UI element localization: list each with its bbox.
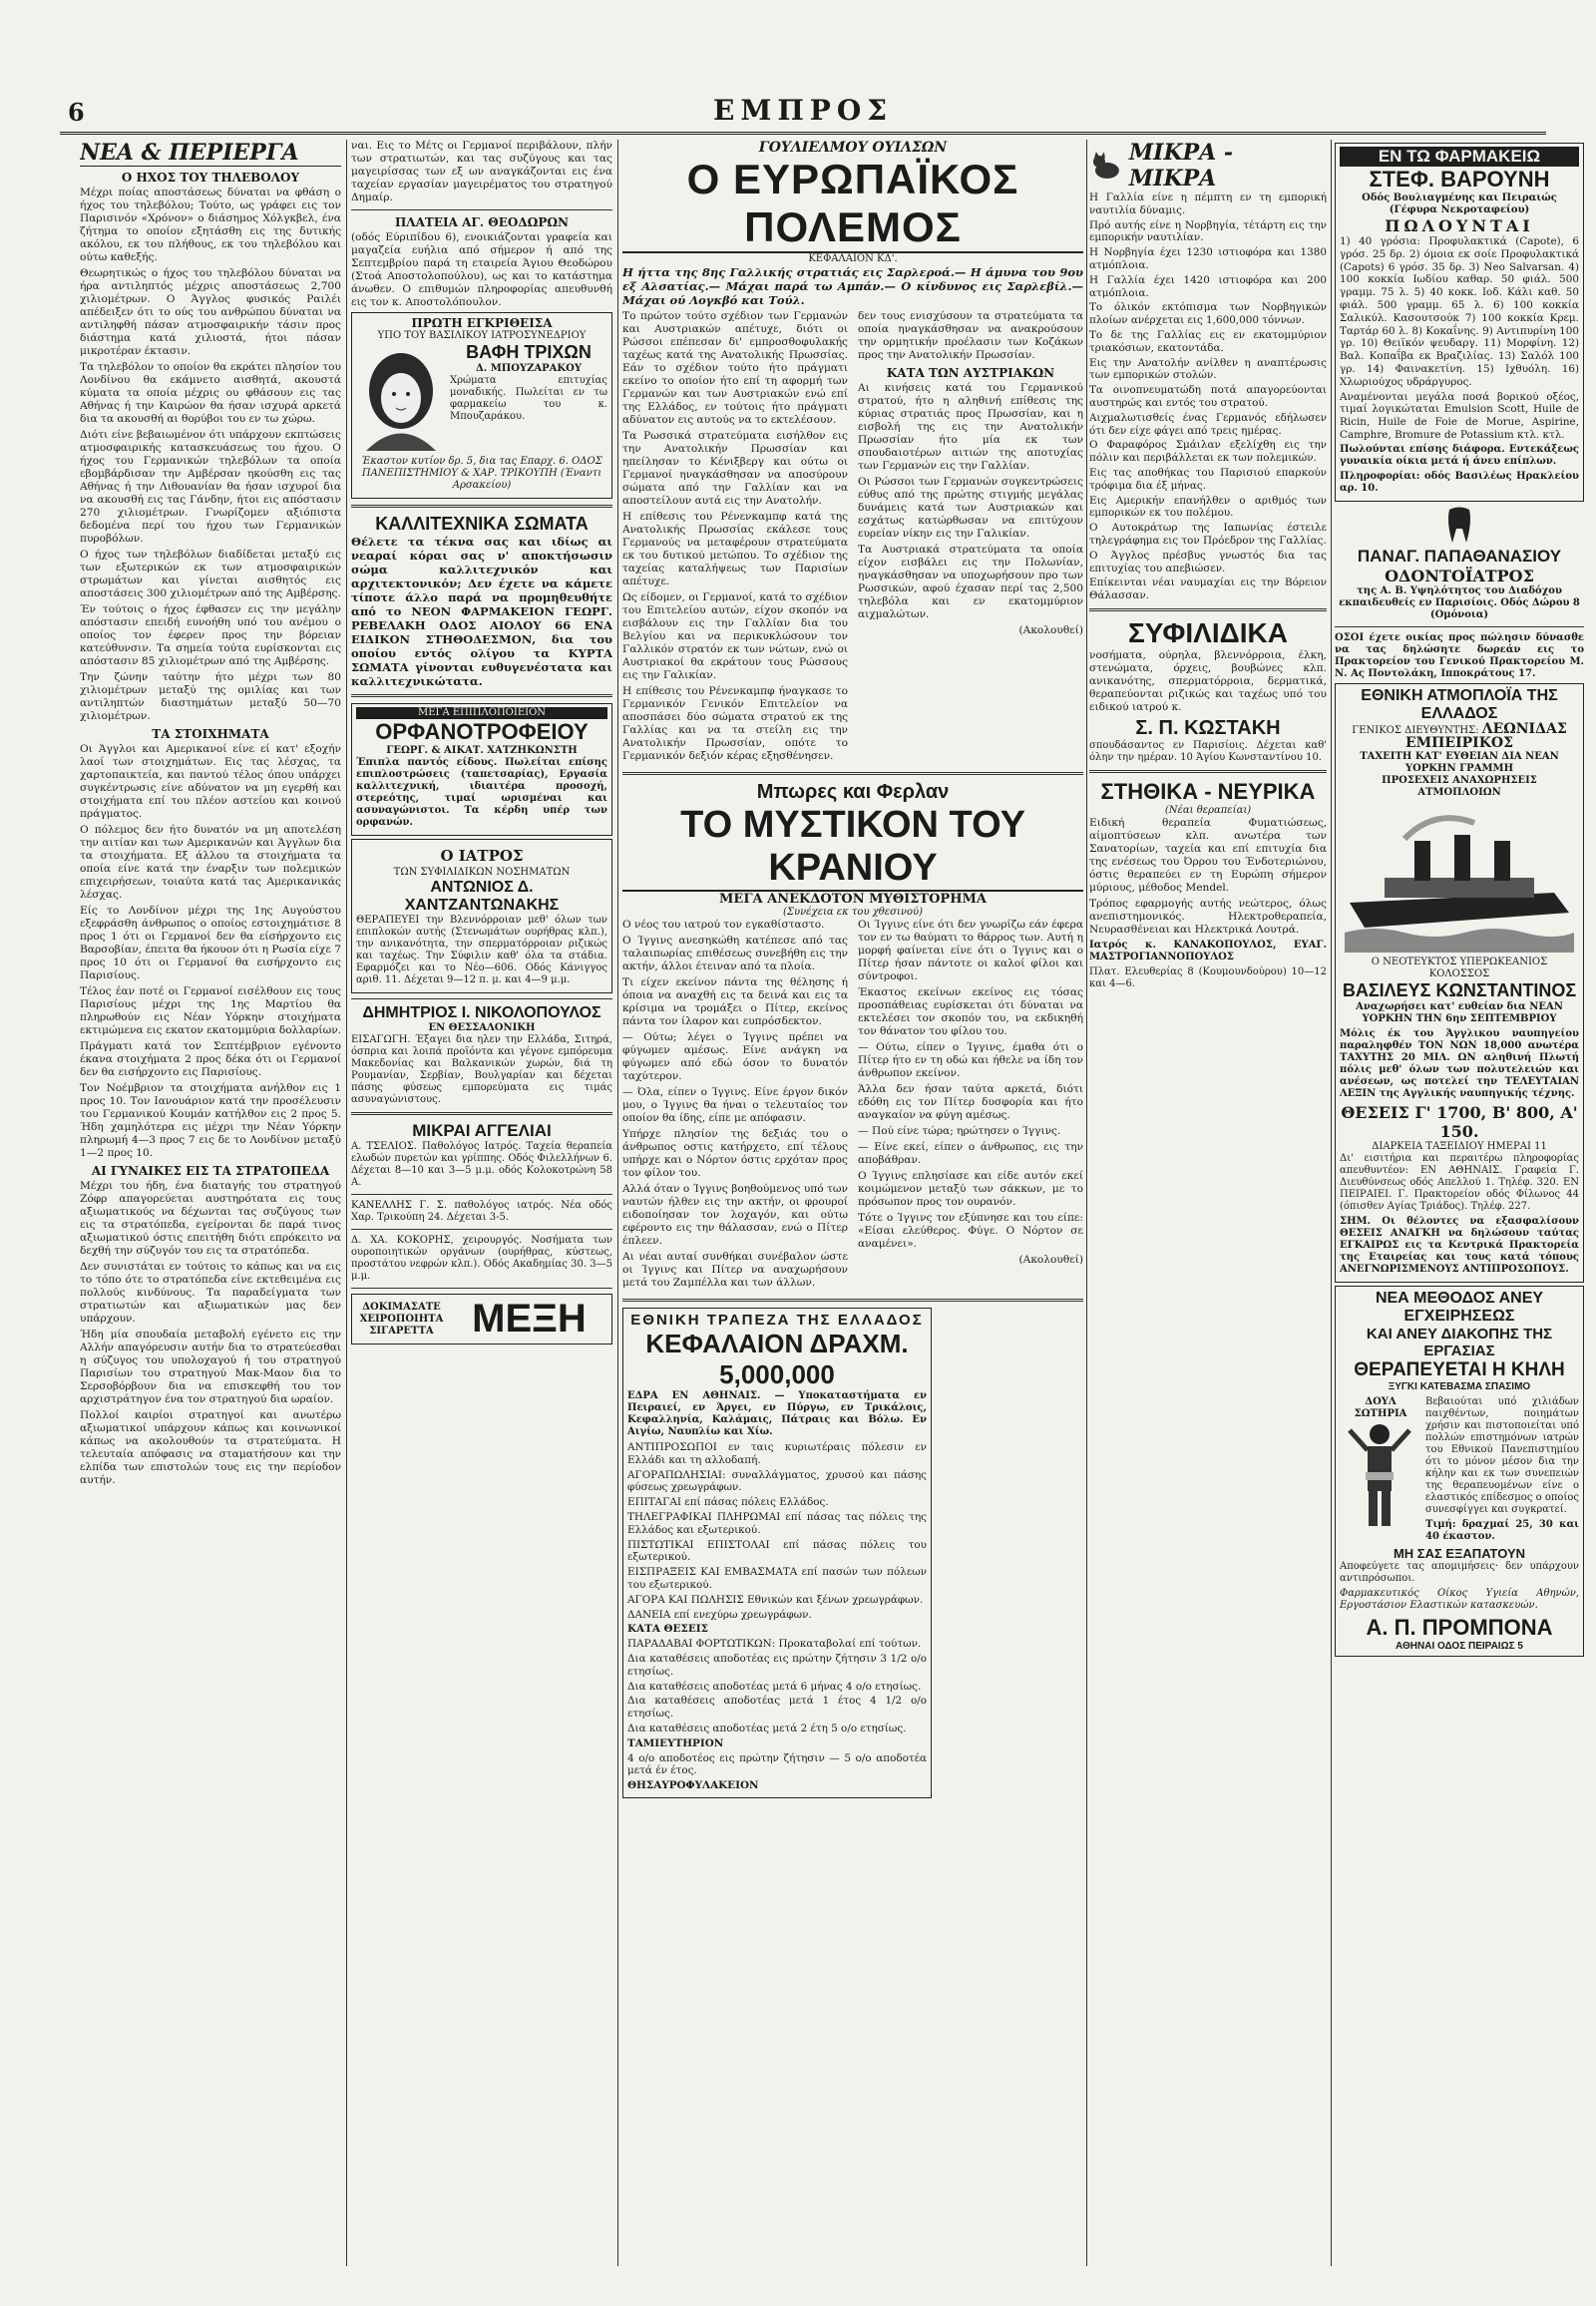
page-number: 6 (68, 98, 85, 127)
ad-title: ΣΥΦΙΛΙΔΙΚΑ (1128, 616, 1288, 648)
continued-note: (Ακολουθεί) (1018, 1254, 1083, 1266)
column-4 (1089, 140, 1327, 2266)
ad-subheading: (Νέαι θεραπείαι) (1164, 804, 1252, 816)
classifieds-title: ΜΙΚΡΑΙ ΑΓΓΕΛΙΑΙ (412, 1121, 552, 1140)
pharmacy-items (1340, 235, 1579, 442)
paragraph: Ο Ίγγινς επλησίασε και είδε αυτόν εκεί κοιμώμενον μεταξύ των σάκκων, με το πρόσωπον προς τον ουρανόν. (858, 1170, 1083, 1208)
ad-subheading: ΥΠΟ ΤΟΥ ΒΑΣΙΛΙΚΟΥ ΙΑΤΡΟΣΥΝΕΔΡΙΟΥ (377, 330, 587, 341)
text-column (622, 310, 848, 766)
steamship-illustration (1345, 803, 1574, 953)
brief-item: Πρό αυτής είνε η Νορβηγία, τέτάρτη εις την εμπορικήν ναυτιλίαν. (1089, 218, 1327, 244)
kitten-icon (1089, 151, 1125, 181)
pharmacy-note: Πληροφορίαι: οδός Βασιλέως Ηρακλείου αρ. 10. (1340, 470, 1579, 494)
hernia-body (1340, 1396, 1579, 1546)
pharmacy-title: ΕΝ ΤΩ ΦΑΡΜΑΚΕΙΩ (1340, 147, 1579, 167)
text-column (858, 919, 1083, 1293)
paragraph: — Ούτω, είπεν ο Ίγγινς, έμαθα ότι ο Πίτερ ήτο εν τη οδώ και ήθελε να ίδη τον άνθρωπον εκείνον. (858, 1041, 1083, 1079)
column-rule (617, 140, 618, 2266)
doctor-name: Σ. Π. ΚΩΣΤΑΚΗ (1135, 716, 1281, 739)
bank-name: ΕΘΝΙΚΗ ΤΡΑΠΕΖΑ ΤΗΣ ΕΛΛΑΔΟΣ (630, 1312, 924, 1329)
ship-fares: ΘΕΣΕΙΣ Γ' 1700, Β' 800, Α' 150. (1341, 1102, 1578, 1141)
ad-address: Πλατ. Ελευθερίας 8 (Κουμουνδούρου) 10—12 και 4—6. (1089, 965, 1327, 989)
brief-item: Το όλικόν εκτόπισμα των Νορβηγικών πλοίων ανέρχεται εις 1,600,000 τόννων. (1089, 301, 1327, 327)
company-name: ΕΘΝΙΚΗ ΑΤΜΟΠΛΟΪΑ ΤΗΣ ΕΛΛΑΔΟΣ (1361, 686, 1558, 722)
divider (351, 1194, 612, 1195)
ad-label: ΜΕΓΑ ΕΠΙΠΛΟΠΟΙΕΙΟΝ (356, 707, 607, 719)
bank-line: ΑΓΟΡΑΠΩΛΗΣΙΑΙ: συναλλάγματος, χρυσού και πάσης φύσεως χρεωγράφων. (627, 1468, 927, 1494)
bank-head: ΕΔΡΑ ΕΝ ΑΘΗΝΑΙΣ. — Υποκαταστήματα εν Πειραιεί, εν Άργει, εν Πύργω, εν Τρικάλοις, Κεφαλληνία, Καλάμαις, Πάτραις και Βόλω. Εν Αιγίω, Ναυπλίω και Χίω. (627, 1390, 927, 1437)
paragraph: δεν τους ενισχύσουν τα στρατεύματα τα οποία ηναγκάσθησαν να ανακρούσουν την ορμητικήν προέλασιν των Κοζάκων προς την Ανατολικήν Πρωσσίαν. (858, 310, 1083, 361)
bank-line: ΕΙΣΠΡΑΞΕΙΣ ΚΑΙ ΕΜΒΑΣΜΑΤΑ επί πασών των πόλεων του εξωτερικού. (627, 1566, 927, 1591)
bank-line: Δια καταθέσεις αποδοτέας εις πρώτην ζήτησιν 3 1/2 ο/ο ετησίως. (627, 1652, 927, 1678)
paragraph: Οι Άγγλοι και Αμερικανοί είνε εί κατ' εξοχήν λαοί των στοιχημάτων. Εις τας λέσχας, τα χαρτοπαικτεία, και παντού τέλος όπου υπάρχει συγκέντρωσις είνε αδύνατον να μη εγερθή και στοιχήματα επί του πλέον αστείου και κοινού πράγματος. (80, 743, 341, 820)
bank-line: ΠΙΣΤΩΤΙΚΑΙ ΕΠΙΣΤΟΛΑΙ επί πάσας πόλεις του εξωτερικού. (627, 1538, 927, 1564)
paragraph: Το πρώτον τούτο σχέδιον των Γερμανών και Αυστριακών απέτυχε, διότι οι Ρώσσοι επέπεσαν δι' εμπροσθοφυλακής ταχέως κατά της Ανατολικής Πρωσσίας. Εάν το σχέδιον τούτο ήτο πράγματι εκείνο το οποίον ήτο επί τη αφορμή των Γερμανών και των Αυστριακών ενώ επί της Ελλάδος, εν τούτοις ήτο πράγματι αδύνατον εις αυτούς να το εκτελέσουν. (622, 310, 848, 426)
man-figure-illustration (1340, 1420, 1419, 1530)
bank-line: Δια καταθέσεις αποδοτέας μετά 6 μήνας 4 ο/ο ετησίως. (627, 1680, 922, 1693)
bank-line: ΑΓΟΡΑ ΚΑΙ ΠΩΛΗΣΙΣ Εθνικών και ξένων χρεωγράφων. (627, 1593, 924, 1606)
brief-item: Η Γαλλία έχει 1420 ιστιοφόρα και 200 ατμόπλοια. (1089, 273, 1327, 299)
divider (351, 998, 612, 999)
paragraph: ναι. Εις το Μέτς οι Γερμανοί περιβάλουν, πλήν των στρατιωτών, και τας συζύγους και τας μαγειρίσσας των εξ ων αναγκάζονται εις ένα ταχείαν εργασίαν μαγειρέματος του στρατηγού Δημαίρ. (351, 140, 612, 203)
paragraph: — Ούτω; λέγει ο Ίγγινς πρέπει να φύγωμεν αμέσως. Είνε ανάγκη να φύγωμεν από εδώ όσον το δυνατόν ταχύτερον. (622, 1031, 848, 1082)
ship-name: ΒΑΣΙΛΕΥΣ ΚΩΝΣΤΑΝΤΙΝΟΣ (1342, 979, 1577, 1000)
paragraph: Πολλοί καιρίοι στρατηγοί και ανωτέρω αξιωματικοί υπάρχουν κάπως και κοινωνικοί κάπως να ακολουθούν τα στρατεύματα. Η τελευταία απόφασις να σταματήσουν και την ελπίδα των επιστολών τους εις την περίοδον αυτήν. (80, 1409, 341, 1486)
ad-text: ΘΕΡΑΠΕΥΕΙ την Βλεννόρροιαν μεθ' όλων των επιπλοκών αυτής (Στενωμάτων ουρήθρας κλπ.), την ανικανότητα, την σπερματόρροιαν ριζικώς και ταχέως. Την Σύφιλιν καθ' όλα τα στάδια. Εφαρμόζει και το Νέο—606. Οδός Κάνιγγος αριθ. 11. Δέχεται 9—12 π. μ. και 4—9 μ.μ. (356, 915, 607, 985)
ad-text: ΕΙΣΑΓΩΓΗ. Έξαγει δια ηλεν την Ελλάδα, Σιτηρά, όσπρια και λοιπά προϊόντα και γέγονε εμπόρευμα Μακεδονίας και Βαλκανικών χωρών, διά τη Ρουμανίαν, Σερβίαν, Βουλγαρίαν και δέχεται πάσης φύσεως εμπορεύματα εις τιμάς ασυναγώνιστους. (351, 1034, 612, 1105)
column-3 (622, 140, 1083, 2266)
hernia-seller: Α. Π. ΠΡΟΜΠΟΝΑ (1366, 1614, 1553, 1640)
section-title: ΝΕΑ & ΠΕΡΙΕΡΓΑ (80, 140, 341, 167)
figure-banner: ΔΟΥΛ ΣΩΤΗΡΙΑ (1354, 1395, 1407, 1419)
chapter-label: ΚΕΦΑΛΑΙΟΝ ΚΔ'. (808, 253, 898, 264)
paragraph: Τι είχεν εκείνον πάντα της θέλησης ή όποια να αναχθή εις τα δεινά και εις τα κρίσιμα να τρομάξει ο Πίτερ, εκείνος πάντα τον ίλαρον και ευπρόσδεκτον. (622, 976, 848, 1027)
paragraph: Ως είδομεν, οι Γερμανοί, κατά το σχέδιον του Επιτελείου αυτών, είχον σκοπόν να εισβάλουν εις την Γαλλίαν δια του Βελγίου και να περικυκλώσουν τον Γαλλικόν στρατόν εκ των νώτων, ενώ οι Αυστριακοί θα εκράτουν τους Ρώσσους εις την Γαλικίαν. (622, 591, 848, 681)
bank-line: ΔΑΝΕΙΑ επί ενεχύρω χρεωγράφων. (627, 1608, 812, 1621)
serial-title: Ο ΕΥΡΩΠΑΪΚΟΣ ΠΟΛΕΜΟΣ (622, 156, 1083, 253)
brief-item: Τα οινοπνευματώδη ποτά απαγορεύονται αυστηρώς και εντός του στρατού. (1089, 384, 1327, 409)
paragraph: Τον Νοέμβριον τα στοιχήματα ανήλθον εις 1 προς 10. Τον Ιανουάριον κατά την προσέλευσιν του Γερμανικού Κουμάν κατήλθον εις 2 προς 5. Ήδη χαμηλότερα εις μέχρι την Νέαν Υόρκην πληρωμή 4—3 προς 7 εις δε το Λονδίνον μεταξύ 1—2 προς 10. (80, 1082, 341, 1159)
hernia-title: ΚΑΙ ΑΝΕΥ ΔΙΑΚΟΠΗΣ ΤΗΣ ΕΡΓΑΣΙΑΣ (1366, 1325, 1553, 1359)
chapter-summary: Η ήττα της 8ης Γαλλικής στρατιάς εις Σαρλεροά.— Η άμυνα του 9ου εξ Αλσατίας.— Μάχαι παρά τω Αμπάν.— Ο κίνδυνος εις Σαρλεβίλ.— Μάχαι ού Λογκβό και Τούλ. (622, 265, 1083, 307)
classified-item: ΚΑΝΕΛΛΗΣ Γ. Σ. παθολόγος ιατρός. Νέα οδός Χαρ. Τρικούπη 24. Δέχεται 3-5. (351, 1200, 612, 1223)
bank-line: ΤΗΛΕΓΡΑΦΙΚΑΙ ΠΛΗΡΩΜΑΙ επί πάσας τας πόλεις της Ελλάδος και εξωτερικού. (627, 1510, 927, 1536)
column-rule (1086, 140, 1087, 2266)
ad-text: νοσήματα, ούρηλα, βλεννόρροια, έλκη, στενώματα, όρχεις, βουβώνες κλπ. ανικανότης, σπερματόρροια, δερματικά, θεραπεύονται ριζικώς και ταχέως υπό του ειδικού ιατρού κ. (1089, 648, 1327, 713)
dentist-text: της Α. Β. Υψηλότητος του Διαδόχου εκπαιδευθείς εν Παρισίοις. Οδός Δώρου 8 (Ομόνοια) (1339, 584, 1580, 620)
hernia-figure (1340, 1396, 1421, 1546)
brief-item: Αιχμαλωτισθείς ένας Γερμανός εδήλωσεν ότι δεν είχε φάγει από τρεις ημέρας. (1089, 411, 1327, 437)
paragraph: Ο πόλεμος δεν ήτο δυνατόν να μη αποτελέση την αιτίαν και των Αμερικανών και Άγγλων δια τα στοιχήματα. Εξ άλλου τα στοιχήματα τα οποία είνε κατά την έναρξιν των πολεμικών επιχειρήσεων, τοιαύτα κατά τας Αμερικανικάς λέσχας. (80, 824, 341, 901)
divider (351, 209, 612, 210)
paragraph: Διότι είνε βεβαιωμένον ότι υπάρχουν εκπτώσεις ατμοσφαιρικής κατασκευάσεως του ήχου. Ο ήχος του Γερμανικών τηλεβόλων τα οποία εβομβάρδισαν την Αμβέρσαν ηκούσθη εις τας Αθήνας ή την Λιθουανίαν θα ήσαν ισχυροί δια να ακουσθή εις τας Γάνδην, ήτοι εις απόστασιν 270 χιλιομέτρων. Γνωρίζομεν αξιόπιστα δεδομένα περί του ήχου των Γερμανικών πυροβόλων. (80, 429, 341, 545)
dentist-name: ΠΑΝΑΓ. ΠΑΠΑΘΑΝΑΣΙΟΥ (1357, 546, 1562, 566)
pharmacy-note: Πωλούνται επίσης διάφορα. Εντεκάξεως γυναικία οίκια μετά ή άνευ επίπλων. (1340, 443, 1579, 467)
pharmacy-sell-label: ΠΩΛΟΥΝΤΑΙ (1385, 216, 1534, 235)
article-title: ΤΑ ΣΤΟΙΧΗΜΑΤΑ (152, 727, 269, 741)
divider (351, 1288, 612, 1289)
divider (351, 505, 612, 508)
ad-text: Τρόπος εφαρμογής αυτής νεώτερος, όλως ανεπιστημονικός. Ηλεκτροθεραπεία, Νευρασθένειαι και Ηλεκτρικά Λουτρά. (1089, 897, 1327, 936)
bank-capital: ΚΕΦΑΛΑΙΟΝ ΔΡΑΧΜ. 5,000,000 (645, 1329, 909, 1389)
pharmacy-item: Αναμένονται μεγάλα ποσά βορικού οξέος, τιμαί λογικώταται Emulsion Scott, Huile de Ricin, Huile de Foie de Morue, Aspirine, Camphre, Bromure de Potassium κτλ. κτλ. (1340, 390, 1579, 441)
pharmacy-ad (1335, 143, 1584, 502)
ad-subheading: ΓΕΩΡΓ. & ΑΙΚΑΤ. ΧΑΤΖΗΚΩΝΣΤΗ (386, 745, 578, 756)
merchant-name: ΔΗΜΗΤΡΙΟΣ Ι. ΝΙΚΟΛΟΠΟΥΛΟΣ (362, 1004, 601, 1021)
pharmacy-address: Οδός Βουλιαγμένης και Πειραιώς (Γέφυρα Νεκροταφείου) (1362, 192, 1557, 215)
paragraph: — Είνε εκεί, είπεν ο άνθρωπος, εις την αποβάθραν. (858, 1141, 1083, 1166)
paragraph: Την ζώνην ταύτην ήτο μέχρι των 80 χιλιομέτρων μεταξύ της ομιλίας και των αντιληπτών διαστημάτων μεταξύ 50—70 χιλιομέτρων. (80, 671, 341, 722)
section-head (1089, 140, 1327, 192)
brief-item: Εις τας αποθήκας του Παρισιού επαρκούν τρόφιμα δια έξ μήνας. (1089, 466, 1327, 492)
hernia-text-block (1425, 1396, 1579, 1546)
classified-item: Δ. ΧΑ. ΚΟΚΟΡΗΣ, χειρουργός. Νοσήματα των ουροποιητικών οργάνων (ουρήθρας, κύστεως, προστάτου νεφρών κλπ.). Οδός Ακαδημίας 30. 3—5 μ.μ. (351, 1235, 612, 1282)
brief-item: Ο Άγγλος πρέσβυς γνωστός δια τας επιτυχίας του απεβιώσεν. (1089, 549, 1327, 575)
paragraph: Άλλα δεν ήσαν ταύτα αρκετά, διότι εδόθη εις τον Πίτερ δυσφορία και ήτο αναγκαίον να φύγη αμέσως. (858, 1083, 1083, 1121)
bank-line: ΑΝΤΙΠΡΟΣΩΠΟΙ εν ταις κυριωτέραις πόλεσιν εν Ελλάδι και τη αλλοδαπή. (627, 1441, 927, 1466)
continued-note: (Ακολουθεί) (1018, 624, 1083, 636)
paragraph: — Όλα, είπεν ο Ίγγινς. Είνε έργον δικόν μου, ο Ίγγινς θα ήναι ο τελευταίος τον οποίον θα ίδης, είπε με απόφασιν. (622, 1086, 848, 1124)
paragraph: Ο ήχος των τηλεβόλων διαδίδεται μεταξύ εις των εξωτερικών εκ των ατμοσφαιρικών στρωμάτων και γίνεται αισθητός εις αποστάσεις 300 χιλιομέτρων από της Αμβέρσης. (80, 549, 341, 599)
paragraph: Υπήρχε πλησίον της δεξιάς του ο άνθρωπος οστις κατήρχετο, επί τέλους υπήρχε και ο Νόρτον όστις ερχόταν προς τον φίλον του. (622, 1128, 848, 1179)
divider (1089, 770, 1327, 773)
ad-product: ΒΑΦΗ ΤΡΙΧΩΝ (466, 342, 592, 362)
paragraph: Τότε ο Ίγγινς τον εξύπνησε και του είπε: «Είσαι ελεύθερος. Φύγε. Ο Νόρτον σε αναμένει». (858, 1212, 1083, 1250)
article-title: ΑΙ ΓΥΝΑΙΚΕΣ ΕΙΣ ΤΑ ΣΤΡΑΤΟΠΕΔΑ (91, 1164, 330, 1178)
steamship-ad (1335, 683, 1584, 1283)
ship-note: ΣΗΜ. Οι θέλοντες να εξασφαλίσουν ΘΕΣΕΙΣ ΑΝΑΓΚΗ να δηλώσουν ταύτας ΕΓΚΑΙΡΩΣ εις τα Κεντρικά Πρακτορεία της Εταιρείας και τους κατά τόπους ΑΝΕΓΝΩΡΙΣΜΕΝΟΥΣ ΑΝΤΙΠΡΟΣΩΠΟΥΣ. (1340, 1215, 1579, 1275)
brief-item: Εις την Ανατολήν ανίλθεν η αναπτέρωσις των εμπορικών στολών. (1089, 356, 1327, 382)
paragraph: — Πού είνε τώρα; ηρώτησεν ο Ίγγινς. (858, 1125, 1061, 1137)
article-title: Ο ΗΧΟΣ ΤΟΥ ΤΗΛΕΒΟΛΟΥ (121, 171, 300, 185)
column-rule (346, 140, 347, 2266)
hernia-title: ΝΕΑ ΜΕΘΟΔΟΣ ΑΝΕΥ ΕΓΧΕΙΡΗΣΕΩΣ (1375, 1289, 1544, 1325)
paragraph: Τα Ρωσσικά στρατεύματα εισήλθον εις την Ανατολικήν Πρωσσίαν και ηπείλησαν το Κένιξβεργ και ούτω οι Γερμανοί ηναγκάσθησαν να αποσύρουν σώματα από την Γαλλίαν και να αποστείλουν αυτά εις την Ανατολήν. (622, 430, 848, 507)
section-title: ΜΙΚΡΑ - ΜΙΚΡΑ (1128, 140, 1233, 192)
paragraph: Οι Ρώσσοι των Γερμανών συγκεντρώσεις εύθυς από της πρώτης στιγμής μεγάλας δυνάμεις κατά των Αυστριακών και εσχάτως κατώρθωσαν να επιτύχουν ευρείαν νίκην εις την Γαλικίαν. (858, 476, 1083, 540)
column-rule (1331, 140, 1332, 2266)
paragraph: Η επίθεσις του Ρένενκαμπφ ήναγκασε το Γερμανικόν Γενικόν Επιτελείον να αποσπάσει δύο σώματα στρατού εκ της Γαλλίας και να τα στείλη εις την Ανατολικήν Πρωσσίαν, οπότε το Γερμανικόν δεξιόν κέρας εξησθένησεν. (622, 685, 848, 762)
paragraph: Ήδη μία σπουδαία μεταβολή εγένετο εις την Αλλήν απαγόρευσιν αυτήν δια το στρατεύεσθαι η σύζυγος του υπολοχαγού ή του στρατηγού Παρισίων του στρατηγού Μακ-Μαον δια το Σερσοβόρβουν δια να επισκεφθή του τον αρχιστράτηγον ένα τον στρατηγού δια ωραίον. (80, 1329, 341, 1405)
hernia-price: Τιμή: δραχμαί 25, 30 και 40 έκαστον. (1425, 1518, 1579, 1542)
paragraph: Έν τούτοις ο ήχος έφθασεν εις την μεγάλην απόστασιν επειδή ευνοήθη υπό του ανέμου ο οποίος τον έφερεν προς την βόρειαν κατεύθυνσιν. Τα σημεία τούτα ευρίσκονται εις απόστασιν 85 χιλιομέτρων από της Αμβέρσης. (80, 603, 341, 667)
bank-line: ΤΑΜΙΕΥΤΗΡΙΟΝ (627, 1736, 724, 1749)
paragraph: Η επίθεσις του Ρένενκαμπφ κατά της Ανατολικής Πρωσσίας εκάλεσε τους Γερμανούς να μεταφέρουν στρατεύματα εκ του δυτικού μετώπου. Το σχέδιον της ταχείας καταλήψεως των Παρισίων απέτυχε. (622, 511, 848, 587)
brief-item: Το δε της Γαλλίας εις εν εκατομμύριον τριακόσιων, εκατοντάδα. (1089, 328, 1327, 354)
cigarette-ad (351, 1294, 612, 1345)
doctor-name: ΑΝΤΩΝΙΟΣ Δ. ΧΑΝΤΖΑΝΤΩΝΑΚΗΣ (404, 879, 560, 914)
dentist-title: ΟΔΟΝΤΟΪΑΤΡΟΣ (1385, 566, 1534, 585)
brief-list (1089, 192, 1327, 602)
pharmacy-item: 1) 40 γρόσια: Προφυλακτικά (Capote), 6 γρόσ. 25 δρ. 2) όμοια εκ σοίε Προφυλακτικά (Capots) 6 γρόσ. 35 δρ. 3) Neo Salvarsan. 4) 100 κοκκία Ιωδίου καθαρ. 50 φιάλ. 500 γραμμ. 75 λ. 5) 40 κοκκ. Ιοδ. Κάλι καθ. 50 φιάλ. 500 γραμμ. 65 λ. 6) 100 κοκκία Σαλικύλ. Κασουτσούκ 7) 100 κοκκία Κρεμ. Ταρτάρ 60 λ. 8) Κοκαΐνης. 9) Αντιπυρίνη 100 γρ. 10) Θειϊκόν ψευδαργ. 11) Μορφίνη. 12) Βαλ. Κοπαΐβα εκ Βραζιλίας. 13) Σαλόλ 100 γρ. 14) Φαινακετίνη. 15) Ιχθυόλη. 16) Χλωριούχος υδράργυρος. (1340, 235, 1579, 388)
serial-body (622, 310, 1083, 766)
paragraph: Αι νέαι αυταί συνθήκαι συνέβαλον ώστε οι Ίγγινς και Πίτερ να αναχωρήσουν μετά του Ζαμπέλλα και των άλλων. (622, 1251, 848, 1289)
ad-text: Ειδική θεραπεία Φυματιώσεως, αίμοπτύσεων κλπ. ανωτέρα των Σανατορίων, ταχεία και επί επιτυχία δια της ενέσεως του Όρρου του Ένδοτεριώνου, όστις θεραπεύει εν τη Ευρώπη σήμερον μύριους, μέθοδος Mendel. (1089, 816, 1327, 894)
ad-title: ΟΡΦΑΝΟΤΡΟΦΕΙΟΥ (375, 719, 589, 744)
classified-item: Α. ΤΣΕΛΙΟΣ. Παθολόγος Ιατρός. Ταχεία θεραπεία ελωδών πυρετών και γρίππης. Οδός Φιλελλήνων 6. Δέχεται 8—10 και 3—5 μ.μ. οδός Κολοκοτρώνη 58 Α. (351, 1141, 612, 1188)
ad-price: Έκαστον κυτίον δρ. 5, δια τας Επαρχ. 6. ΟΔΟΣ ΠΑΝΕΠΙΣΤΗΜΙΟΥ & ΧΑΡ. ΤΡΙΚΟΥΠΗ (Έναντι Αρσακείου) (361, 456, 602, 491)
ship-details: Μόλις έκ του Άγγλικου ναυπηγείου παραληφθέν ΤΟΝ ΝΩΝ 18,000 ανωτέρα ΤΑΧΥΤΗΣ 20 ΜΙΛ. ΩΝ αληθινή Πλωτή πόλις μεθ' όλων των πολυτελειών και ανέσεων, ως ποτελεί την ΤΕΛΕΥΤΑΙΑΝ ΛΕΞΙΝ της Αγγλικής ναυπηγικής τέχνης. (1340, 1027, 1579, 1099)
novel-title: ΤΟ ΜΥΣΤΙΚΟΝ ΤΟΥ ΚΡΑΝΙΟΥ (622, 804, 1083, 892)
tooth-icon (1444, 505, 1474, 545)
ad-text: Χρώματα επιτυχίας μοναδικής. Πωλείται εν τω φαρμακείω του κ. Μπουζαράκου. (450, 375, 607, 422)
paragraph: Τα Αυστριακά στρατεύματα τα οποία είχον εισβάλει εις την Πολωνίαν, ηναγκάσθησαν να υποχωρήσουν προ των Ρωσσικών, αφού έχασαν περί τας 2,500 τηλεβόλα και εν εκατομμύριον αιχμαλώτων. (858, 544, 1083, 620)
text-column (622, 919, 848, 1293)
column-1 (80, 140, 341, 2266)
paragraph: Αι κινήσεις κατά του Γερμανικού στρατού, ήτο η αληθινή επίθεσις της κύριας στρατιάς προς Πρωσσίαν, και η εισβολή της εις την Ανατολικήν Πρωσσίαν ήτο μία εκ των σπουδαιοτέρων αιτιών της αποτυχίας των Γερμανών εις την Γαλλίαν. (858, 382, 1083, 472)
bank-line: Δια καταθέσεις αποδοτέας μετά 1 έτος 4 1/2 ο/ο ετησίως. (627, 1695, 927, 1721)
woman-portrait-illustration (356, 346, 446, 456)
ad-text: ΔΟΚΙΜΑΣΑΤΕ ΧΕΙΡΟΠΟΙΗΤΑ ΣΙΓΑΡΕΤΤΑ (359, 1301, 444, 1337)
doctor-name: Ιατρός κ. ΚΑΝΑΚΟΠΟΥΛΟΣ, ΕΥΑΓ. ΜΑΣΤΡΟΓΙΑΝΝΟΠΟΥΛΟΣ (1089, 939, 1327, 962)
ad-label: Ο ΙΑΤΡΟΣ (440, 847, 524, 865)
novel-continuation: (Συνέχεια εκ του χθεσινού) (783, 907, 923, 918)
ad-heading: ΠΡΩΤΗ ΕΓΚΡΙΘΕΙΣΑ (411, 316, 553, 330)
paragraph: Είς το Λονδίνον μέχρι της 1ης Αυγούστου εξεφράσθη άνθρωπος ο οποίος εστοιχημάτισε 8 προς 1 ότι οι Γερμανοί δεν θα είσήρχοντο εις Βαρσοβίαν, έπειτα θα ήκουον ότι η Ρωσία είχε 7 προς 10 ότι οι Γερμανοί θα εισήρχοντο εις Παρισίους. (80, 905, 341, 981)
column-2 (351, 140, 612, 2266)
paragraph: Ο νέος του ιατρού τον εγκαθίσταστο. (622, 919, 825, 931)
paragraph: Δεν συνιστάται εν τούτοις το κάπως και να εις το τόπο ότε το στρατόπεδα είνε εκτεθειμένα εις πολλούς κινδύνους. Τα παραδείγματα των στρατιωτών και αξιωματικών μας δεν υπάρχουν. (80, 1261, 341, 1325)
ad-subheading: ΤΩΝ ΣΥΦΙΛΙΔΙΚΩΝ ΝΟΣΗΜΑΤΩΝ (393, 867, 571, 878)
hernia-warning: ΜΗ ΣΑΣ ΕΞΑΠΑΤΟΥΝ (1393, 1545, 1526, 1561)
hernia-ad (1335, 1286, 1584, 1657)
paragraph: Μέχρι του ήδη, ένα διαταγής του στρατηγού Ζόφρ απαγορεύεται αυστηρότατα εις τους αξιωματικούς να δέχωνται τας συζύγους των εις τα στρατόπεδα, εγείρονται δε παρά τινος αξιωματικού όστις επειτήθη διότι επρόκειτο να δεχθή την σύζυγόν του εις τα στρατόπεδα. (80, 1180, 341, 1257)
ad-title: ΠΛΑΤΕΙΑ ΑΓ. ΘΕΟΔΩΡΩΝ (394, 215, 570, 229)
paragraph: Ο Ίγγινς ανεσηκώθη κατέπεσε από τας ταλαιπωρίας επιθέσεως συνεβήθη εις την ακτήν, άλλοι έτειναν από τα πλοία. (622, 935, 848, 972)
furniture-ad (351, 703, 612, 836)
paragraph: Τα τηλεβόλον το οποίον θα εκράτει πλησίον του Λονδίνου θα εκάμνετο αισθητά, ακουστά κύματα τα οποία μέχρις ου φθάσουν εις τας Αθήνας ή την Καιρώον θα ήσαν ισχυρά αρκετά δια τα ακουσθή αι θορύβοι του εν τω χώρω. (80, 361, 341, 425)
ad-maker: Δ. ΜΠΟΥΖΑΡΑΚΟΥ (476, 363, 582, 374)
paragraph: Θεωρητικώς ο ήχος του τηλεβόλου δύναται να ήρα αντιληπτός μέχρις αποστάσεως 2,700 χιλιομέτρων. Ο Άγγλος φυσικός Ραιλέι απέδειξεν ότι το ούς του ανθρώπου δύναται να αντιληφθή πάσαν ατμοσφαιρικήν τάσιν προς διάστημα κατά χιλιοστά, ήτοι πάσαν μικροτέραν έκτασιν. (80, 267, 341, 357)
hair-dye-ad (351, 312, 612, 499)
route: ΤΑΧΕΙΤΗ ΚΑΤ' ΕΥΘΕΙΑΝ ΔΙΑ ΝΕΑΝ ΥΟΡΚΗΝ ΓΡΑΜΜΗ (1360, 750, 1559, 774)
divider (622, 1299, 1083, 1302)
brief-item: Η Νορβηγία έχει 1230 ιστιοφόρα και 1380 ατμόπλοια. (1089, 246, 1327, 271)
director (1340, 720, 1579, 751)
ship-contacts: Δι' εισιτήρια και περαιτέρω πληροφορίας απευθυντέον: ΕΝ ΑΘΗΝΑΙΣ. Γραφεία Γ. Διευθύνσεως οδός Απελλού 1. Τηλέφ. 320. ΕΝ ΠΕΙΡΑΙΕΙ. Γ. Πρακτορείον οδός Φίλωνος 44 (όπισθεν Αγίας Τριάδος). Τηλέφ. 227. (1340, 1152, 1579, 1212)
divider (622, 772, 1083, 775)
ad-address: σπουδάσαντος εν Παρισίοις. Δέχεται καθ' όλην την ημέραν. 10 Άγίου Κωνσταντίνου 10. (1089, 739, 1327, 763)
novel-authors: Μπωρες και Φερλαν (756, 781, 950, 803)
bank-line: ΕΠΙΤΑΓΑΙ επί πάσας πόλεις Ελλάδος. (627, 1496, 829, 1509)
ad-title: ΚΑΛΛΙΤΕΧΝΙΚΑ ΣΩΜΑΤΑ (375, 514, 589, 534)
text-column (858, 310, 1083, 766)
hernia-warning-text: Αποφεύγετε τας απομιμήσεις· δεν υπάρχουν αντιπρόσωποι. (1340, 1560, 1579, 1584)
bank-services (627, 1441, 927, 1792)
brief-item: Εις Αμερικήν επανήλθεν ο αριθμός των εμπορικών εκ του πολέμου. (1089, 494, 1327, 520)
realestate-ad: ΟΣΟΙ έχετε οικίας προς πώλησιν δύνασθε να τας δηλώσητε δωρεάν εις το Πρακτορείον του Γενικού Πρακτορείου Μ. Ν. Ας Ποντολάκη, Ιπποκράτους 17. (1335, 631, 1584, 679)
bank-line: ΘΗΣΑΥΡΟΦΥΛΑΚΕΙΟΝ (627, 1779, 759, 1792)
page-header (60, 92, 1546, 135)
divider (351, 1229, 612, 1230)
doctor-ad (351, 839, 612, 993)
brief-item: Η Γαλλία είνε η πέμπτη εν τη εμπορική ναυτιλία δύναμις. (1089, 192, 1327, 216)
bank-line: Δια καταθέσεις αποδοτέας μετά 2 έτη 5 ο/ο ετησίως. (627, 1722, 907, 1734)
hernia-text: Βεβαιούται υπό χιλιάδων παιχθέντων, ποιημάτων χρήσιν και πιστοποιείται υπό πολλών επιστημόνων ιατρών του Εθνικού Πανεπιστημίου ότι το μόνον μέσον δια την κήλην και εκ των συνεπειών της θεραπευομένων είνε ο ελαστικός επίδεσμος ο οποίος συνεσφίγγει και συγκρατεί. (1425, 1395, 1579, 1515)
ad-subheading: ΕΝ ΘΕΣΣΑΛΟΝΙΚΗ (428, 1022, 536, 1033)
hernia-address: ΑΘΗΝΑΙ ΟΔΟΣ ΠΕΙΡΑΙΩΣ 5 (1396, 1640, 1523, 1652)
bank-ad (622, 1308, 932, 1798)
ship-subtitle: Ο ΝΕΟΤΕΥΚΤΟΣ ΥΠΕΡΩΚΕΑΝΙΟΣ ΚΟΛΟΣΣΟΣ (1371, 956, 1548, 979)
divider (351, 694, 612, 697)
paragraph: Μέχρι ποίας αποστάσεως δύναται να φθάση ο ήχος του τηλεβόλου; Τούτο, ως γράφει εις τον Παρισινόν «Χρόνον» ο διάσημος Χόλγκβελ, ένα ζήτημα το οποίον εξητάσθη εις της δυτικής ακόλου, εκ του πλήθους, εκ του τηλεβόλου και ούτω καθεξής. (80, 187, 341, 263)
paragraph: Τέλος έαν ποτέ οι Γερμανοί εισέλθουν εις τους Παρισίους μέχρι της 1ης Μαρτίου θα πληρωθούν εις Νέαν Υόρκην στοιχήματα εκτιμώμενα εις εκατον εκατομμύρια δολλαρίων. (80, 985, 341, 1036)
hernia-title: ΘΕΡΑΠΕΥΕΤΑΙ Η ΚΗΛΗ (1354, 1358, 1565, 1380)
ad-title: ΣΤΗΘΙΚΑ - ΝΕΥΡΙΚΑ (1100, 778, 1316, 804)
paragraph: Οι Ίγγινς είνε ότι δεν γνωρίζω εάν έφερα τον εν τω θαύματι το θάρρος των. Αυτή η μορφή φαίνεται είνε ότι ο Ίγγινς και ο Πίτερ ήσαν πάντοτε οι καλοί φίλοι και σύντροφοι. (858, 919, 1083, 982)
paragraph: Πράγματι κατά τον Σεπτέμβριον εγένοντο έκανα στοιχήματα 2 προς δέκα ότι οι Γερμανοί δεν θα εισήρχοντο εις Παρισίους. (80, 1040, 341, 1078)
bank-line: 4 ο/ο αποδοτέος εις πρώτην ζήτησιν — 5 ο/ο αποδοτέα μετά έν έτος. (627, 1751, 927, 1777)
bank-line: ΚΑΤΑ ΘΕΣΕΙΣ (627, 1623, 708, 1636)
ad-text: Έπιπλα παντός είδους. Πωλείται επίσης επιπλοστρώσεις (ταπετσαρίας), Εργασία καλλιτεχνική, ιδιαιτέρα προσοχή, στερεότης, τιμαί ωρισμέναι και ασυναγώνιστοι. Τα κέρδη υπέρ των ορφανών. (356, 757, 607, 828)
brief-item: Ο Φαραφόρος Σμάιλαν εξελίχθη εις την πόλιν και περιβάλλεται εκ των πολεμικών. (1089, 439, 1327, 465)
brief-item: Ο Αυτοκράτωρ της Ιαπωνίας έστειλε τηλεγράφημα εις τον Πρόεδρον της Γαλλίας. (1089, 522, 1327, 547)
bank-line: ΠΑΡΑΔΑΒΑΙ ΦΟΡΤΩΤΙΚΩΝ: Προκαταβολαί επί τούτων. (627, 1638, 922, 1651)
paragraph: Έκαστος εκείνων εκείνος εις τόσας προσπάθειας ευρίσκεται ότι δύναται να εκτελέσει τον σκοπόν του, να εκδικηθή τον θάνατον του φίλου του. (858, 986, 1083, 1037)
director-name: ΛΕΩΝΙΔΑΣ ΕΜΠΕΙΡΙΚΟΣ (1405, 720, 1567, 751)
paragraph: Αλλά όταν ο Ίγγινς βοηθούμενος υπό των ναυτών ήλθεν εις την ακτήν, οι φρουροί ειδοποίησαν τον λοχαγόν, και ούτω εφέροντο εις την θάλασσαν, ενώ ο Πίτερ έπλεεν. (622, 1183, 848, 1247)
novel-body (622, 919, 1083, 1293)
divider (351, 1112, 612, 1115)
divider (1335, 626, 1584, 627)
hernia-pharmacy: Φαρμακευτικός Οίκος Υγιεία Αθηνών, Εργοστάσιον Ελαστικών κατασκευών. (1340, 1587, 1579, 1611)
novel-subtitle: ΜΕΓΑ ΑΝΕΚΔΟΤΟΝ ΜΥΘΙΣΤΟΡΗΜΑ (719, 892, 987, 907)
serial-author: ΓΟΥΛΙΕΛΜΟΥ ΟΥΙΛΣΩΝ (758, 140, 948, 156)
subheading: ΚΑΤΑ ΤΩΝ ΑΥΣΤΡΙΑΚΩΝ (886, 366, 1055, 380)
pharmacy-owner: ΣΤΕΦ. ΒΑΡΟΥΝΗ (1369, 167, 1550, 192)
brand-name: ΜΕΞΗ (472, 1297, 587, 1341)
director-label: ΓΕΝΙΚΟΣ ΔΙΕΥΘΥΝΤΗΣ: (1352, 724, 1479, 736)
hernia-subtitle: ΞΥΓΚΙ ΚΑΤΕΒΑΣΜΑ ΣΠΑΣΙΜΟ (1388, 1380, 1531, 1392)
brief-item: Επίκεινται νέαι ναυμαχίαι εις την Βόρειον Θάλασσαν. (1089, 576, 1327, 602)
ship-duration: ΔΙΑΡΚΕΙΑ ΤΑΞΕΙΔΙΟΥ ΗΜΕΡΑΙ 11 (1372, 1140, 1547, 1152)
route-sub: ΠΡΟΣΕΧΕΙΣ ΑΝΑΧΩΡΗΣΕΙΣ ΑΤΜΟΠΛΟΙΩΝ (1382, 774, 1537, 798)
masthead: ΕΜΠΡΟΣ (712, 94, 894, 127)
ship-departure: Αναχωρήσει κατ' ευθείαν δια ΝΕΑΝ ΥΟΡΚΗΝ ΤΗΝ 6ην ΣΕΠΤΕΜΒΡΙΟΥ (1356, 1000, 1563, 1024)
column-5 (1335, 140, 1584, 2266)
ad-text: (οδός Εύριπίδου 6), ενοικιάζονται γραφεία και μαγαζεία ευήλια από σήμερον ή από της Σεπτεμβρίου παρά τη εταιρεία Άγιου Θεοδώρου (Στοά Αποστολοπούλου), ως και το κατάστημα άνωθεν. Ο επιθυμών πληροφορίας απευθυνθή εις τον κ. Αποστολόπουλον. (351, 231, 612, 308)
divider (1089, 608, 1327, 611)
ad-text: Θέλετε τα τέκνα σας και ιδίως αι νεαραί κόραι σας ν' αποκτήσωσιν σώμα καλλιτεχνικόν και αρχιτεκτονικόν; Δεν έχετε να κάμετε τίποτε άλλο παρά να προμηθευθήτε από το ΝΕΟΝ ΦΑΡΜΑΚΕΙΟΝ ΓΕΩΡΓ. ΡΕΒΕΛΑΚΗ ΟΔΟΣ ΑΙΟΛΟΥ 66 ΕΝΑ ΕΙΔΙΚΟΝ ΣΤΗΘΟΔΕΣΜΟΝ, δια του οποίου εντός ολίγου τα ΚΥΡΤΑ ΣΩΜΑΤΑ γίνονται ευθυγενέστατα και καλλιτεχνικώτατα. (351, 535, 612, 688)
